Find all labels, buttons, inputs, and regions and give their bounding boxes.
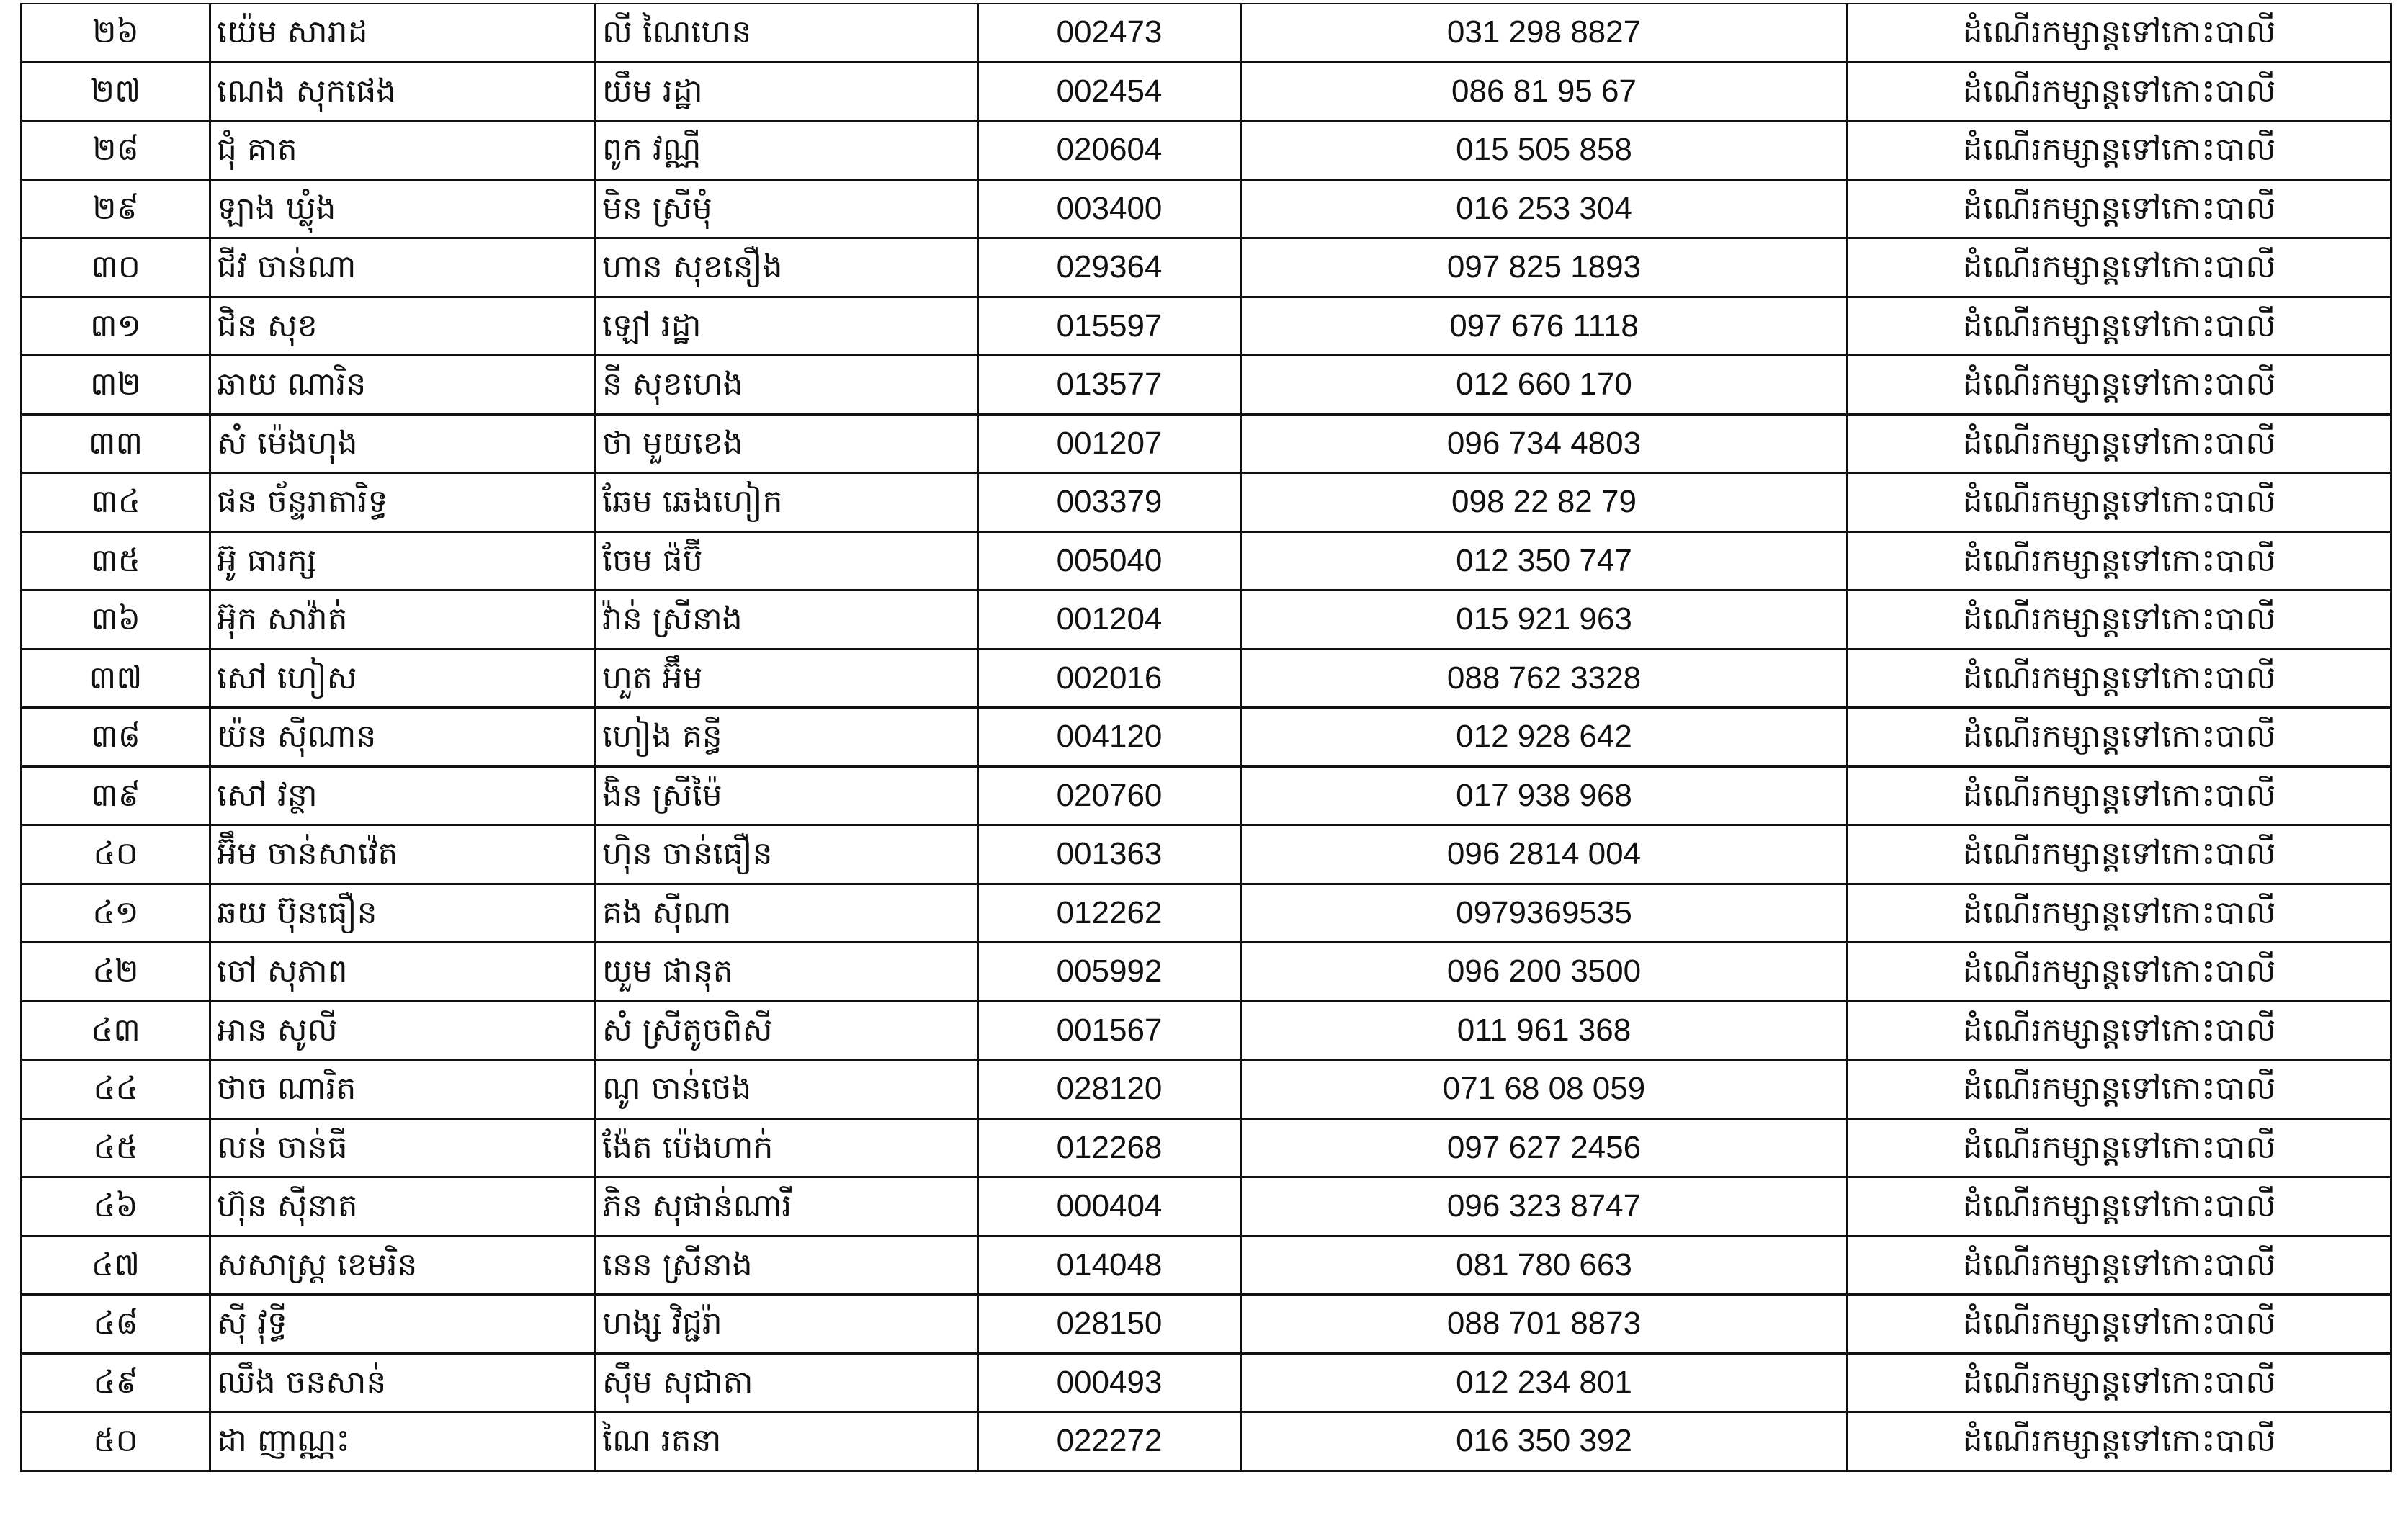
row-number-cell: ៤៥ bbox=[22, 1118, 210, 1177]
row-number-cell: ៤៣ bbox=[22, 1001, 210, 1060]
id-number-cell: 015597 bbox=[978, 297, 1241, 356]
id-number-cell: 002473 bbox=[978, 4, 1241, 62]
table-row bbox=[22, 473, 2391, 532]
participant-name-cell: ជិន សុខ bbox=[210, 297, 596, 356]
guardian-name-cell: យឹម រដ្ឋា bbox=[596, 62, 978, 121]
table-row bbox=[22, 825, 2391, 884]
guardian-name-cell: ហៀង គន្ធី bbox=[596, 708, 978, 767]
table-row bbox=[22, 1412, 2391, 1471]
participant-name-cell: ជីវ ចាន់ណា bbox=[210, 238, 596, 297]
phone-number-cell: 097 825 1893 bbox=[1241, 238, 1848, 297]
table-row bbox=[22, 1060, 2391, 1119]
row-number-cell: ២៩ bbox=[22, 179, 210, 238]
guardian-name-cell: នេន ស្រីនាង bbox=[596, 1236, 978, 1295]
id-number-cell: 003400 bbox=[978, 179, 1241, 238]
row-number-cell: ៣៥ bbox=[22, 531, 210, 591]
guardian-name-cell: ហាន សុខនឿង bbox=[596, 238, 978, 297]
participant-name-cell: ស៊ី វុទ្ធី bbox=[210, 1295, 596, 1354]
phone-number-cell: 071 68 08 059 bbox=[1241, 1060, 1848, 1119]
table-row bbox=[22, 1001, 2391, 1060]
row-number-cell: ៣៤ bbox=[22, 473, 210, 532]
phone-number-cell: 015 505 858 bbox=[1241, 121, 1848, 180]
table-row bbox=[22, 414, 2391, 473]
row-number-cell: ២៦ bbox=[22, 4, 210, 62]
id-number-cell: 014048 bbox=[978, 1236, 1241, 1295]
participant-name-cell: ជុំ គាត bbox=[210, 121, 596, 180]
guardian-name-cell: ណូ ចាន់ថេង bbox=[596, 1060, 978, 1119]
participant-name-cell: អ៊ូ ធារក្ស bbox=[210, 531, 596, 591]
id-number-cell: 013577 bbox=[978, 356, 1241, 415]
table-body bbox=[22, 4, 2391, 1471]
table-row bbox=[22, 708, 2391, 767]
row-number-cell: ២៧ bbox=[22, 62, 210, 121]
guardian-name-cell: មិន ស្រីមុំ bbox=[596, 179, 978, 238]
participant-name-cell: អាន សូលី bbox=[210, 1001, 596, 1060]
table-row bbox=[22, 1118, 2391, 1177]
row-number-cell: ៤២ bbox=[22, 943, 210, 1002]
table-row bbox=[22, 1295, 2391, 1354]
destination-cell: ដំណើរកម្សាន្តទៅកោះបាលី bbox=[1848, 943, 2391, 1002]
destination-cell: ដំណើរកម្សាន្តទៅកោះបាលី bbox=[1848, 179, 2391, 238]
destination-cell: ដំណើរកម្សាន្តទៅកោះបាលី bbox=[1848, 356, 2391, 415]
participant-name-cell: ឡាង ឃ្លុំង bbox=[210, 179, 596, 238]
id-number-cell: 001363 bbox=[978, 825, 1241, 884]
phone-number-cell: 017 938 968 bbox=[1241, 766, 1848, 825]
row-number-cell: ៣៣ bbox=[22, 414, 210, 473]
phone-number-cell: 096 200 3500 bbox=[1241, 943, 1848, 1002]
row-number-cell: ៤១ bbox=[22, 884, 210, 943]
table-row bbox=[22, 356, 2391, 415]
destination-cell: ដំណើរកម្សាន្តទៅកោះបាលី bbox=[1848, 531, 2391, 591]
table-row bbox=[22, 531, 2391, 591]
destination-cell: ដំណើរកម្សាន្តទៅកោះបាលី bbox=[1848, 1060, 2391, 1119]
phone-number-cell: 015 921 963 bbox=[1241, 591, 1848, 650]
row-number-cell: ៤៤ bbox=[22, 1060, 210, 1119]
id-number-cell: 029364 bbox=[978, 238, 1241, 297]
id-number-cell: 002016 bbox=[978, 649, 1241, 708]
row-number-cell: ៣១ bbox=[22, 297, 210, 356]
table-row bbox=[22, 179, 2391, 238]
guardian-name-cell: ពូក វណ្ណី bbox=[596, 121, 978, 180]
phone-number-cell: 031 298 8827 bbox=[1241, 4, 1848, 62]
destination-cell: ដំណើរកម្សាន្តទៅកោះបាលី bbox=[1848, 121, 2391, 180]
participant-name-cell: សៅ វន្ថា bbox=[210, 766, 596, 825]
guardian-name-cell: ហង្ស វិជ្ជរ៉ា bbox=[596, 1295, 978, 1354]
phone-number-cell: 086 81 95 67 bbox=[1241, 62, 1848, 121]
guardian-name-cell: គង ស៊ីណា bbox=[596, 884, 978, 943]
participant-name-cell: ឈឹង ចនសាន់ bbox=[210, 1353, 596, 1412]
guardian-name-cell: ហួត អ៊ឹម bbox=[596, 649, 978, 708]
row-number-cell: ៤៧ bbox=[22, 1236, 210, 1295]
phone-number-cell: 098 22 82 79 bbox=[1241, 473, 1848, 532]
participant-name-cell: យ៉េម សារាដ bbox=[210, 4, 596, 62]
destination-cell: ដំណើរកម្សាន្តទៅកោះបាលី bbox=[1848, 297, 2391, 356]
id-number-cell: 012268 bbox=[978, 1118, 1241, 1177]
row-number-cell: ៣៦ bbox=[22, 591, 210, 650]
phone-number-cell: 088 701 8873 bbox=[1241, 1295, 1848, 1354]
phone-number-cell: 096 323 8747 bbox=[1241, 1177, 1848, 1236]
id-number-cell: 003379 bbox=[978, 473, 1241, 532]
id-number-cell: 001207 bbox=[978, 414, 1241, 473]
table-row bbox=[22, 884, 2391, 943]
table-row bbox=[22, 121, 2391, 180]
participant-name-cell: លន់ ចាន់ធី bbox=[210, 1118, 596, 1177]
guardian-name-cell: នី សុខហេង bbox=[596, 356, 978, 415]
phone-number-cell: 012 660 170 bbox=[1241, 356, 1848, 415]
table-row bbox=[22, 62, 2391, 121]
destination-cell: ដំណើរកម្សាន្តទៅកោះបាលី bbox=[1848, 473, 2391, 532]
participant-name-cell: ឆាយ ណារិន bbox=[210, 356, 596, 415]
guardian-name-cell: ថា មួយខេង bbox=[596, 414, 978, 473]
table-row bbox=[22, 297, 2391, 356]
destination-cell: ដំណើរកម្សាន្តទៅកោះបាលី bbox=[1848, 708, 2391, 767]
participant-name-cell: ដា ញាណ្ណះ bbox=[210, 1412, 596, 1471]
id-number-cell: 012262 bbox=[978, 884, 1241, 943]
table-row bbox=[22, 649, 2391, 708]
participant-name-cell: ណេង សុកផេង bbox=[210, 62, 596, 121]
table-row bbox=[22, 4, 2391, 62]
participant-name-cell: យ៉ន ស៊ីណាន bbox=[210, 708, 596, 767]
guardian-name-cell: ឆែម ឆេងហៀក bbox=[596, 473, 978, 532]
phone-number-cell: 081 780 663 bbox=[1241, 1236, 1848, 1295]
guardian-name-cell: ណៃ រតនា bbox=[596, 1412, 978, 1471]
destination-cell: ដំណើរកម្សាន្តទៅកោះបាលី bbox=[1848, 62, 2391, 121]
participant-name-cell: ឆយ ប៊ុនធឿន bbox=[210, 884, 596, 943]
destination-cell: ដំណើរកម្សាន្តទៅកោះបាលី bbox=[1848, 1118, 2391, 1177]
id-number-cell: 000493 bbox=[978, 1353, 1241, 1412]
guardian-name-cell: ចែម ផ៉ប៊ី bbox=[596, 531, 978, 591]
id-number-cell: 001204 bbox=[978, 591, 1241, 650]
row-number-cell: ៣០ bbox=[22, 238, 210, 297]
row-number-cell: ៤៩ bbox=[22, 1353, 210, 1412]
guardian-name-cell: ភិន សុផាន់ណារី bbox=[596, 1177, 978, 1236]
table-row bbox=[22, 1353, 2391, 1412]
id-number-cell: 028120 bbox=[978, 1060, 1241, 1119]
row-number-cell: ៣៨ bbox=[22, 708, 210, 767]
id-number-cell: 001567 bbox=[978, 1001, 1241, 1060]
table-row bbox=[22, 943, 2391, 1002]
row-number-cell: ២៨ bbox=[22, 121, 210, 180]
guardian-name-cell: សំ ស្រីតូចពិសី bbox=[596, 1001, 978, 1060]
guardian-name-cell: ហ៊ិន ចាន់ធឿន bbox=[596, 825, 978, 884]
phone-number-cell: 011 961 368 bbox=[1241, 1001, 1848, 1060]
id-number-cell: 005992 bbox=[978, 943, 1241, 1002]
table-row bbox=[22, 591, 2391, 650]
id-number-cell: 004120 bbox=[978, 708, 1241, 767]
guardian-name-cell: លី ណៃហេន bbox=[596, 4, 978, 62]
participant-name-cell: ចៅ សុភាព bbox=[210, 943, 596, 1002]
guardian-name-cell: វ៉ាន់ ស្រីនាង bbox=[596, 591, 978, 650]
destination-cell: ដំណើរកម្សាន្តទៅកោះបាលី bbox=[1848, 1236, 2391, 1295]
phone-number-cell: 012 350 747 bbox=[1241, 531, 1848, 591]
row-number-cell: ៥០ bbox=[22, 1412, 210, 1471]
phone-number-cell: 016 253 304 bbox=[1241, 179, 1848, 238]
id-number-cell: 022272 bbox=[978, 1412, 1241, 1471]
table-row bbox=[22, 1177, 2391, 1236]
participant-name-cell: សំ ម៉េងហុង bbox=[210, 414, 596, 473]
participant-name-cell: អ៊ុក សាវ៉ាត់ bbox=[210, 591, 596, 650]
row-number-cell: ៣៩ bbox=[22, 766, 210, 825]
guardian-name-cell: យួម ផានុត bbox=[596, 943, 978, 1002]
phone-number-cell: 097 627 2456 bbox=[1241, 1118, 1848, 1177]
destination-cell: ដំណើរកម្សាន្តទៅកោះបាលី bbox=[1848, 1412, 2391, 1471]
phone-number-cell: 096 2814 004 bbox=[1241, 825, 1848, 884]
destination-cell: ដំណើរកម្សាន្តទៅកោះបាលី bbox=[1848, 649, 2391, 708]
id-number-cell: 000404 bbox=[978, 1177, 1241, 1236]
id-number-cell: 002454 bbox=[978, 62, 1241, 121]
participant-name-cell: សៅ ហៀស bbox=[210, 649, 596, 708]
participant-name-cell: អ៊ឹម ចាន់សាវ៉េត bbox=[210, 825, 596, 884]
row-number-cell: ៤០ bbox=[22, 825, 210, 884]
destination-cell: ដំណើរកម្សាន្តទៅកោះបាលី bbox=[1848, 238, 2391, 297]
guardian-name-cell: ង៉ែត ប៉េងហាក់ bbox=[596, 1118, 978, 1177]
row-number-cell: ៤៨ bbox=[22, 1295, 210, 1354]
table-row bbox=[22, 766, 2391, 825]
row-number-cell: ៣៧ bbox=[22, 649, 210, 708]
participant-table bbox=[20, 3, 2392, 1472]
id-number-cell: 020760 bbox=[978, 766, 1241, 825]
destination-cell: ដំណើរកម្សាន្តទៅកោះបាលី bbox=[1848, 1353, 2391, 1412]
participant-name-cell: ផន ច័ន្ទរាតារិទ្ធ bbox=[210, 473, 596, 532]
guardian-name-cell: ងិន ស្រីម៉ៃ bbox=[596, 766, 978, 825]
row-number-cell: ៤៦ bbox=[22, 1177, 210, 1236]
destination-cell: ដំណើរកម្សាន្តទៅកោះបាលី bbox=[1848, 825, 2391, 884]
destination-cell: ដំណើរកម្សាន្តទៅកោះបាលី bbox=[1848, 591, 2391, 650]
phone-number-cell: 012 928 642 bbox=[1241, 708, 1848, 767]
participant-name-cell: ថាច ណារិត bbox=[210, 1060, 596, 1119]
destination-cell: ដំណើរកម្សាន្តទៅកោះបាលី bbox=[1848, 4, 2391, 62]
table-row bbox=[22, 238, 2391, 297]
table-row bbox=[22, 1236, 2391, 1295]
participant-name-cell: ហ៊ុន ស៊ីនាត bbox=[210, 1177, 596, 1236]
phone-number-cell: 012 234 801 bbox=[1241, 1353, 1848, 1412]
phone-number-cell: 097 676 1118 bbox=[1241, 297, 1848, 356]
phone-number-cell: 096 734 4803 bbox=[1241, 414, 1848, 473]
participant-name-cell: សសាស្ត្រ ខេមរិន bbox=[210, 1236, 596, 1295]
id-number-cell: 020604 bbox=[978, 121, 1241, 180]
destination-cell: ដំណើរកម្សាន្តទៅកោះបាលី bbox=[1848, 414, 2391, 473]
destination-cell: ដំណើរកម្សាន្តទៅកោះបាលី bbox=[1848, 1001, 2391, 1060]
id-number-cell: 028150 bbox=[978, 1295, 1241, 1354]
guardian-name-cell: ស៊ឹម សុជាតា bbox=[596, 1353, 978, 1412]
phone-number-cell: 0979369535 bbox=[1241, 884, 1848, 943]
guardian-name-cell: ឡៅ រដ្ឋា bbox=[596, 297, 978, 356]
destination-cell: ដំណើរកម្សាន្តទៅកោះបាលី bbox=[1848, 766, 2391, 825]
destination-cell: ដំណើរកម្សាន្តទៅកោះបាលី bbox=[1848, 884, 2391, 943]
phone-number-cell: 088 762 3328 bbox=[1241, 649, 1848, 708]
phone-number-cell: 016 350 392 bbox=[1241, 1412, 1848, 1471]
destination-cell: ដំណើរកម្សាន្តទៅកោះបាលី bbox=[1848, 1295, 2391, 1354]
id-number-cell: 005040 bbox=[978, 531, 1241, 591]
destination-cell: ដំណើរកម្សាន្តទៅកោះបាលី bbox=[1848, 1177, 2391, 1236]
row-number-cell: ៣២ bbox=[22, 356, 210, 415]
